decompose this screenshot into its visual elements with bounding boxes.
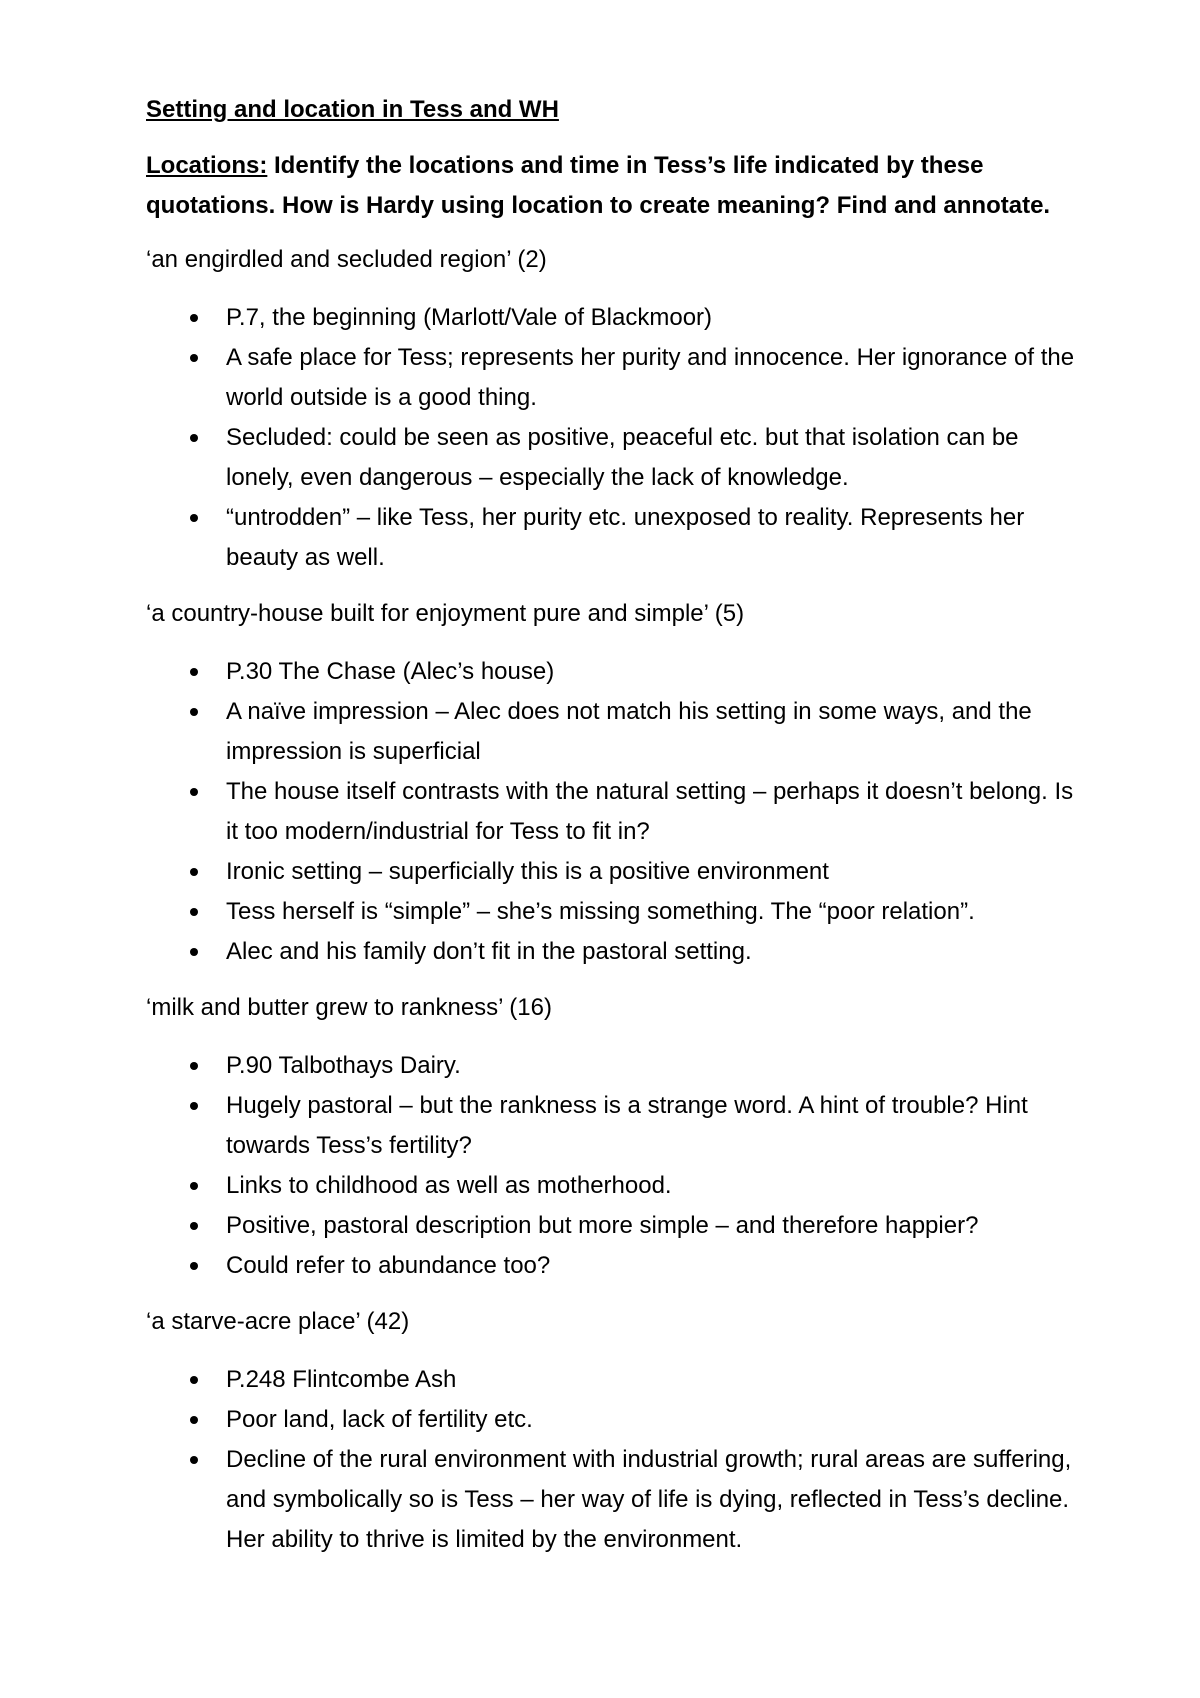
list-item xyxy=(146,338,1086,418)
bullet-icon xyxy=(190,908,198,916)
list-item xyxy=(146,652,1086,692)
annotation-text: Hugely pastoral – but the rankness is a strange word. A hint of trouble? Hint towards Tess’s fertility? xyxy=(226,1092,1028,1159)
bullet-icon xyxy=(190,868,198,876)
list-item xyxy=(146,1166,1086,1206)
annotation-text: Poor land, lack of fertility etc. xyxy=(226,1406,533,1433)
bullet-icon xyxy=(190,1416,198,1424)
bullet-icon xyxy=(190,708,198,716)
annotation-text: Alec and his family don’t fit in the pastoral setting. xyxy=(226,938,752,965)
annotation-text: P.7, the beginning (Marlott/Vale of Blackmoor) xyxy=(226,304,713,331)
quotation-heading: ‘a starve-acre place’ (42) xyxy=(146,1308,410,1335)
bullet-icon xyxy=(190,1262,198,1270)
list-item xyxy=(146,1206,1086,1246)
annotation-list xyxy=(146,1046,1086,1286)
list-item xyxy=(146,498,1086,578)
annotation-list xyxy=(146,652,1086,972)
annotation-text: A naïve impression – Alec does not match his setting in some ways, and the impression is superficial xyxy=(226,698,1032,765)
list-item xyxy=(146,1046,1086,1086)
instructions-lead: Locations: xyxy=(146,152,268,179)
annotation-text: Links to childhood as well as motherhood. xyxy=(226,1172,672,1199)
quotation-heading: ‘a country-house built for enjoyment pure and simple’ (5) xyxy=(146,600,745,627)
bullet-icon xyxy=(190,1062,198,1070)
annotation-text: “untrodden” – like Tess, her purity etc. unexposed to reality. Represents her beauty as well. xyxy=(226,504,1025,571)
quotation-sections xyxy=(146,240,1086,1560)
bullet-icon xyxy=(190,314,198,322)
bullet-icon xyxy=(190,788,198,796)
annotation-text: P.30 The Chase (Alec’s house) xyxy=(226,658,555,685)
bullet-icon xyxy=(190,354,198,362)
annotation-text: Secluded: could be seen as positive, peaceful etc. but that isolation can be lonely, even dangerous – especially the lack of knowledge. xyxy=(226,424,1019,491)
document-body xyxy=(146,92,1086,1576)
list-item xyxy=(146,772,1086,852)
list-item xyxy=(146,932,1086,972)
list-item xyxy=(146,892,1086,932)
annotation-text: P.90 Talbothays Dairy. xyxy=(226,1052,461,1079)
list-item xyxy=(146,852,1086,892)
annotation-text: Tess herself is “simple” – she’s missing something. The “poor relation”. xyxy=(226,898,975,925)
annotation-text: Decline of the rural environment with industrial growth; rural areas are suffering, and symbolically so is Tess – her way of life is dying, reflected in Tess’s decline. Her ability to thrive is limited by the environment. xyxy=(226,1446,1072,1553)
instructions-text: Identify the locations and time in Tess’s life indicated by these quotations. How is Hardy using location to create meaning? Find and annotate. xyxy=(146,152,1051,219)
annotation-list xyxy=(146,1360,1086,1560)
list-item xyxy=(146,1360,1086,1400)
annotation-text: A safe place for Tess; represents her purity and innocence. Her ignorance of the world outside is a good thing. xyxy=(226,344,1075,411)
list-item xyxy=(146,692,1086,772)
bullet-icon xyxy=(190,514,198,522)
bullet-icon xyxy=(190,668,198,676)
instructions-paragraph xyxy=(146,146,1086,226)
bullet-icon xyxy=(190,948,198,956)
annotation-text: Ironic setting – superficially this is a positive environment xyxy=(226,858,829,885)
annotation-text: Positive, pastoral description but more simple – and therefore happier? xyxy=(226,1212,979,1239)
list-item xyxy=(146,1400,1086,1440)
bullet-icon xyxy=(190,1182,198,1190)
list-item xyxy=(146,298,1086,338)
annotation-text: The house itself contrasts with the natural setting – perhaps it doesn’t belong. Is it too modern/industrial for Tess to fit in? xyxy=(226,778,1074,845)
annotation-text: P.248 Flintcombe Ash xyxy=(226,1366,457,1393)
annotation-text: Could refer to abundance too? xyxy=(226,1252,551,1279)
list-item xyxy=(146,1440,1086,1560)
bullet-icon xyxy=(190,434,198,442)
quotation-heading: ‘an engirdled and secluded region’ (2) xyxy=(146,246,547,273)
list-item xyxy=(146,1086,1086,1166)
bullet-icon xyxy=(190,1222,198,1230)
bullet-icon xyxy=(190,1456,198,1464)
annotation-list xyxy=(146,298,1086,578)
quotation-heading: ‘milk and butter grew to rankness’ (16) xyxy=(146,994,552,1021)
document-title: Setting and location in Tess and WH xyxy=(146,96,559,123)
list-item xyxy=(146,418,1086,498)
bullet-icon xyxy=(190,1376,198,1384)
list-item xyxy=(146,1246,1086,1286)
bullet-icon xyxy=(190,1102,198,1110)
